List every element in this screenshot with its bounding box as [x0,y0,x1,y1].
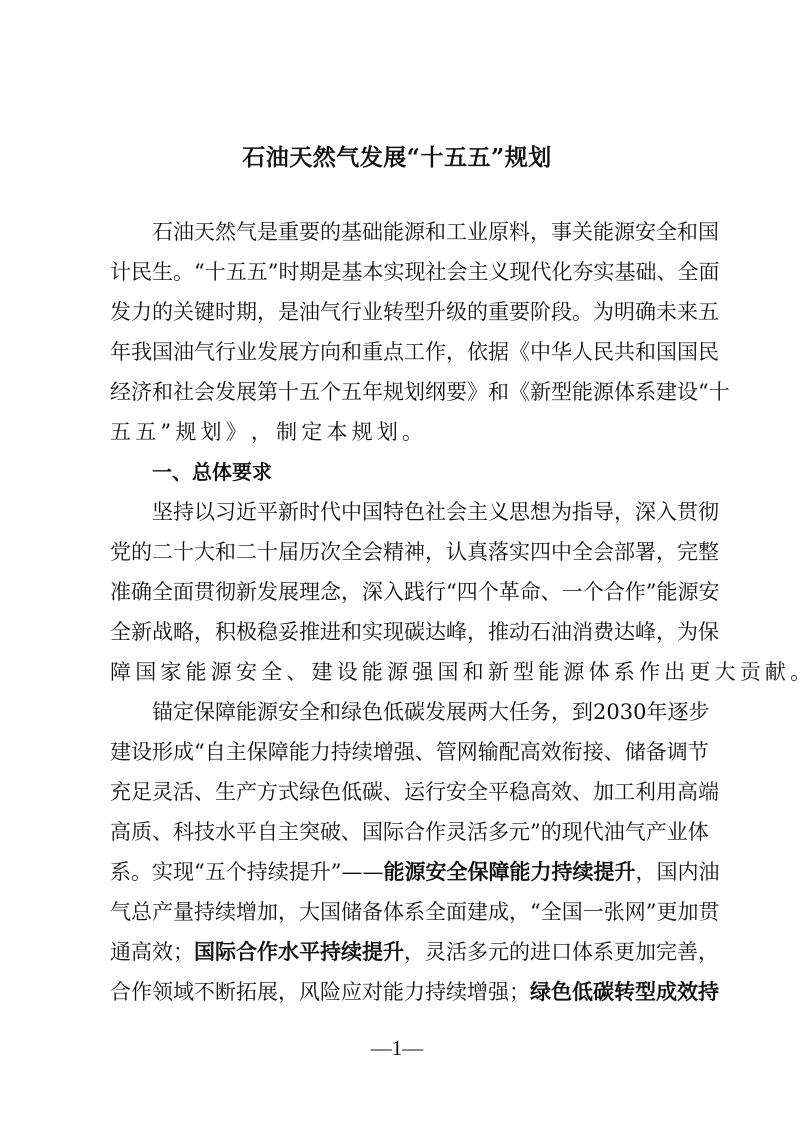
document-body [110,212,811,1012]
paragraph-line: 通 高 效 ； 国 际 合 作 水 平 持 续 提 升 ， 灵 活 多 元 的 进 口 体 系 更 加 完 善 ， [110,940,719,964]
paragraph-first-line: 锚 定 保 障 能 源 安 全 和 绿 色 低 碳 发 展 两 大 任 务 ， 到 2030 年 逐 步 [152,700,710,724]
paragraph-line: 经 济 和 社 会 发 展 第 十 五 个 五 年 规 划 纲 要 》 和 《 新 型 能 源 体 系 建 设 “ 十 [110,380,730,404]
paragraph-line: 气 总 产 量 持 续 增 加 ， 大 国 储 备 体 系 全 面 建 成 ， “ 全 国 一 张 网 ” 更 加 贯 [110,900,720,924]
paragraph-line: 障 国 家 能 源 安 全 、 建 设 能 源 强 国 和 新 型 能 源 体 系 作 出 更 大 贡 献 。 [110,660,811,684]
paragraph-line: 发 力 的 关 键 时 期 ， 是 油 气 行 业 转 型 升 级 的 重 要 阶 段 。 为 明 确 未 来 五 [110,300,719,324]
section-heading: 一、总体要求 [152,460,272,484]
paragraph-line: 高 质 、 科 技 水 平 自 主 突 破 、 国 际 合 作 灵 活 多 元 ” 的 现 代 油 气 产 业 体 [110,820,709,844]
paragraph-line: 计 民 生 。 “ 十 五 五 ” 时 期 是 基 本 实 现 社 会 主 义 现 代 化 夯 实 基 础 、 全 面 [110,260,720,284]
paragraph-line: 系 。 实 现 “ 五 个 持 续 提 升 ” — — 能 源 安 全 保 障 能 力 持 续 提 升 ， 国 内 油 [110,860,720,884]
paragraph-line: 充 足 灵 活 、 生 产 方 式 绿 色 低 碳 、 运 行 安 全 平 稳 高 效 、 加 工 利 用 高 端 [110,780,719,804]
paragraph-line: 年 我 国 油 气 行 业 发 展 方 向 和 重 点 工 作 ， 依 据 《 中 华 人 民 共 和 国 国 民 [110,340,719,364]
paragraph-first-line: 石 油 天 然 气 是 重 要 的 基 础 能 源 和 工 业 原 料 ， 事 关 能 源 安 全 和 国 [152,220,719,244]
paragraph-line: 全 新 战 略 ， 积 极 稳 妥 推 进 和 实 现 碳 达 峰 ， 推 动 石 油 消 费 达 峰 ， 为 保 [110,620,719,644]
paragraph-line: 党 的 二 十 大 和 二 十 届 历 次 全 会 精 神 ， 认 真 落 实 四 中 全 会 部 署 ， 完 整 [110,540,719,564]
page-number: —1— [370,1036,424,1060]
paragraph-line: 合 作 领 域 不 断 拓 展 ， 风 险 应 对 能 力 持 续 增 强 ； 绿 色 低 碳 转 型 成 效 持 [110,980,719,1004]
paragraph-line: 五 五 ” 规 划 》 ， 制 定 本 规 划 。 [110,420,423,444]
paragraph-first-line: 坚 持 以 习 近 平 新 时 代 中 国 特 色 社 会 主 义 思 想 为 指 导 ， 深 入 贯 彻 [152,500,719,524]
document-title: 石油天然气发展“十五五”规划 [242,144,552,171]
paragraph-line: 建 设 形 成 “ 自 主 保 障 能 力 持 续 增 强 、 管 网 输 配 高 效 衔 接 、 储 备 调 节 [110,740,709,764]
paragraph-line: 准 确 全 面 贯 彻 新 发 展 理 念 ， 深 入 践 行 “ 四 个 革 命 、 一 个 合 作 ” 能 源 安 [110,580,720,604]
